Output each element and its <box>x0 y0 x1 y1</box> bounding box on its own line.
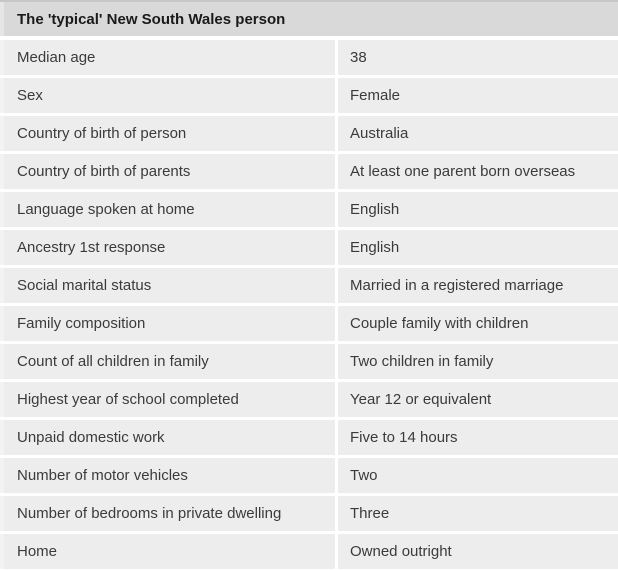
table-row <box>0 268 618 303</box>
table-row <box>0 192 618 227</box>
row-label: Sex <box>0 78 335 113</box>
row-label: Language spoken at home <box>0 192 335 227</box>
row-value: Two children in family <box>338 344 618 379</box>
table-row <box>0 154 618 189</box>
row-label: Home <box>0 534 335 569</box>
row-label: Number of motor vehicles <box>0 458 335 493</box>
row-value: English <box>338 230 618 265</box>
row-label: Social marital status <box>0 268 335 303</box>
row-label: Median age <box>0 40 335 75</box>
row-label: Country of birth of person <box>0 116 335 151</box>
table-row <box>0 116 618 151</box>
table-row <box>0 496 618 531</box>
row-label: Number of bedrooms in private dwelling <box>0 496 335 531</box>
row-label: Highest year of school completed <box>0 382 335 417</box>
row-value: Married in a registered marriage <box>338 268 618 303</box>
row-value: Female <box>338 78 618 113</box>
row-value: Australia <box>338 116 618 151</box>
row-label: Count of all children in family <box>0 344 335 379</box>
row-value: English <box>338 192 618 227</box>
row-value: Owned outright <box>338 534 618 569</box>
row-value: At least one parent born overseas <box>338 154 618 189</box>
row-value: Year 12 or equivalent <box>338 382 618 417</box>
row-value: Three <box>338 496 618 531</box>
row-label: Family composition <box>0 306 335 341</box>
table-row <box>0 458 618 493</box>
row-value: Five to 14 hours <box>338 420 618 455</box>
table-row <box>0 40 618 75</box>
table-title: The 'typical' New South Wales person <box>0 0 618 36</box>
row-label: Unpaid domestic work <box>0 420 335 455</box>
table-row <box>0 420 618 455</box>
row-label: Ancestry 1st response <box>0 230 335 265</box>
table-row <box>0 306 618 341</box>
table-row <box>0 344 618 379</box>
row-value: 38 <box>338 40 618 75</box>
table-row <box>0 230 618 265</box>
row-value: Couple family with children <box>338 306 618 341</box>
row-label: Country of birth of parents <box>0 154 335 189</box>
table-row <box>0 78 618 113</box>
table-row <box>0 534 618 569</box>
table-row <box>0 382 618 417</box>
row-value: Two <box>338 458 618 493</box>
